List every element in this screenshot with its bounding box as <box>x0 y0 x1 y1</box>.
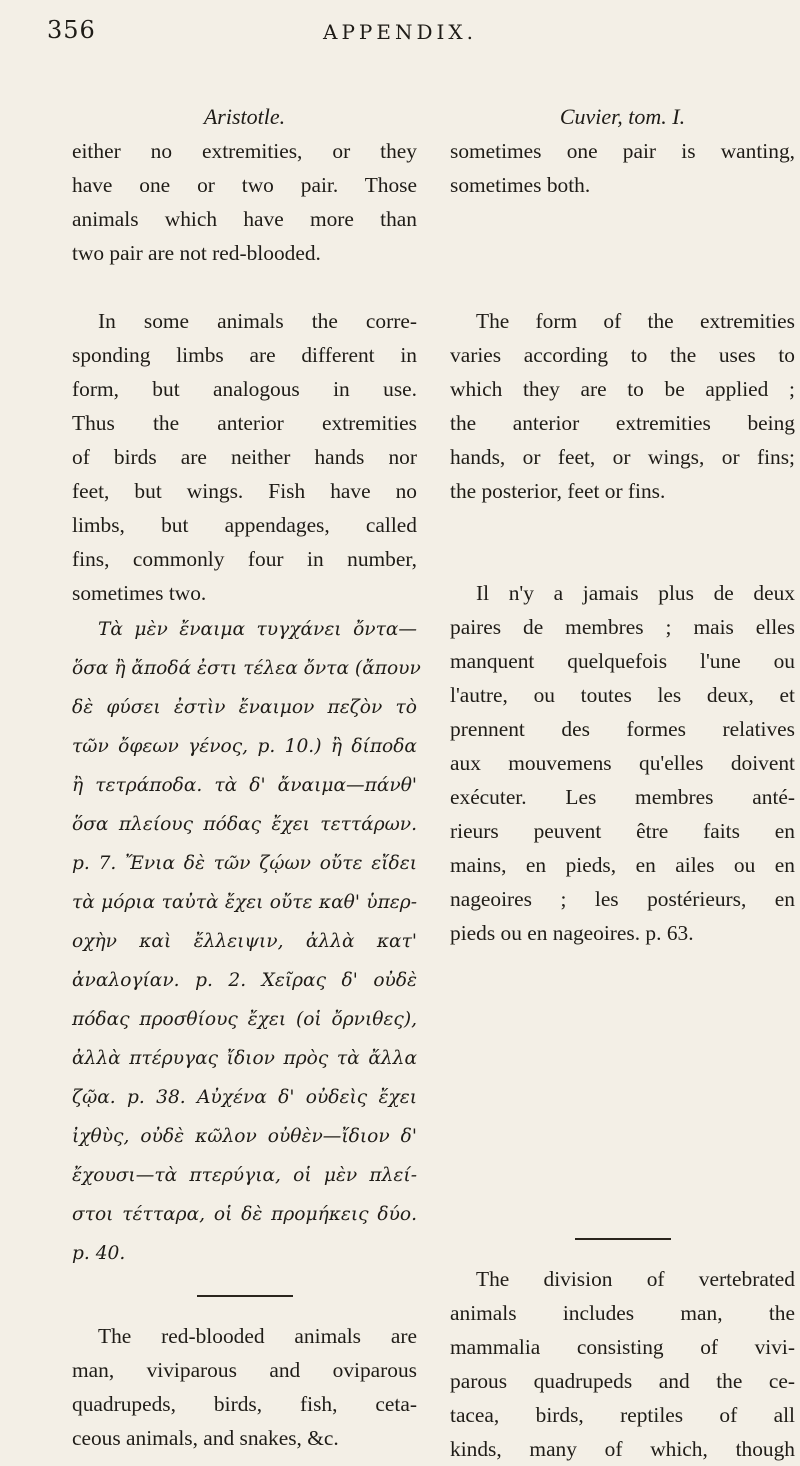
text-line: which they are to be applied ; <box>450 377 795 401</box>
right-para-2 <box>450 304 795 508</box>
right-para-3 <box>450 1262 795 1466</box>
left-para-3 <box>72 1319 417 1455</box>
text-line: paires de membres ; mais elles <box>450 615 795 639</box>
greek-line: πόδας προσθίους ἔχει (οἱ ὄρνιθες), <box>72 1009 417 1030</box>
text-line: either no extremities, or they <box>72 139 417 163</box>
greek-line: ὅσα πλείους πόδας ἔχει τεττάρων. <box>72 814 417 835</box>
greek-line: ἢ τετράποδα. τὰ δ' ἄναιμα—πάνθ' <box>72 775 417 796</box>
text-line: animals includes man, the <box>450 1301 795 1325</box>
french-quotation <box>450 576 795 950</box>
text-line: varies according to the uses to <box>450 343 795 367</box>
text-line: animals which have more than <box>72 207 417 231</box>
text-line: aux mouvemens qu'elles doivent <box>450 751 795 775</box>
greek-line: ἰχθὺς, οὐδὲ κῶλον οὐθὲν—ἴδιον δ' <box>72 1126 417 1147</box>
text-line: form, but analogous in use. <box>72 377 417 401</box>
left-para-2 <box>72 304 417 610</box>
text-line: have one or two pair. Those <box>72 173 417 197</box>
text-line: quadrupeds, birds, fish, ceta- <box>72 1392 417 1416</box>
text-line: limbs, but appendages, called <box>72 513 417 537</box>
text-line: fins, commonly four in number, <box>72 547 417 571</box>
text-line: Thus the anterior extremities <box>72 411 417 435</box>
text-line: parous quadrupeds and the ce- <box>450 1369 795 1393</box>
text-line: the anterior extremities being <box>450 411 795 435</box>
text-line: the posterior, feet or fins. <box>450 479 666 503</box>
greek-quotation <box>72 610 421 1273</box>
text-line: of birds are neither hands nor <box>72 445 417 469</box>
text-line: rieurs peuvent être faits en <box>450 819 795 843</box>
greek-line: Τὰ μὲν ἔναιμα τυγχάνει ὄντα— <box>98 619 417 640</box>
text-line: Il n'y a jamais plus de deux <box>476 581 795 605</box>
greek-line: ἀναλογίαν. p. 2. Χεῖρας δ' οὐδὲ <box>72 970 417 991</box>
running-head: APPENDIX. <box>323 20 477 44</box>
left-para-1 <box>72 134 417 270</box>
greek-line: ἔχουσι—τὰ πτερύγια, οἱ μὲν πλεί- <box>72 1165 417 1186</box>
greek-line: ζῷα. p. 38. Αὐχένα δ' οὐδεὶς ἔχει <box>72 1087 417 1108</box>
text-line: nageoires ; les postérieurs, en <box>450 887 795 911</box>
greek-line: τῶν ὄφεων γένος, p. 10.) ἢ δίποδα <box>72 736 417 757</box>
text-line: l'autre, ou toutes les deux, et <box>450 683 795 707</box>
left-column <box>72 100 421 1455</box>
text-line: kinds, many of which, though <box>450 1437 795 1461</box>
left-column-heading: Aristotle. <box>203 104 286 129</box>
text-line: manquent quelquefois l'une ou <box>450 649 795 673</box>
greek-line: στοι τέτταρα, οἱ δὲ προμήκεις δύο. <box>72 1204 417 1225</box>
text-line: man, viviparous and oviparous <box>72 1358 417 1382</box>
text-line: The division of vertebrated <box>476 1267 795 1291</box>
text-line: The form of the extremities <box>476 309 795 333</box>
text-line: prennent des formes relatives <box>450 717 795 741</box>
text-line: mains, en pieds, en ailes ou en <box>450 853 795 877</box>
greek-line: ἀλλὰ πτέρυγας ἴδιον πρὸς τὰ ἄλλα <box>72 1048 417 1069</box>
greek-line: ὅσα ἢ ἄποδά ἐστι τέλεα ὄντα (ἄπουν <box>72 658 421 679</box>
right-column <box>450 100 795 1466</box>
greek-line: τὰ μόρια ταὐτὰ ἔχει οὔτε καθ' ὑπερ- <box>72 892 417 913</box>
right-para-1 <box>450 134 795 202</box>
section-divider <box>575 1238 671 1240</box>
text-line: sometimes one pair is wanting, <box>450 139 795 163</box>
text-line: two pair are not red-blooded. <box>72 241 321 265</box>
text-line: sometimes both. <box>450 173 591 197</box>
text-line: The red-blooded animals are <box>98 1324 417 1348</box>
text-line: mammalia consisting of vivi- <box>450 1335 795 1359</box>
right-column-heading: Cuvier, tom. I. <box>559 104 686 129</box>
greek-line: δὲ φύσει ἐστὶν ἔναιμον πεζὸν τὸ <box>72 697 417 718</box>
section-divider <box>197 1295 293 1297</box>
text-line: pieds ou en nageoires. p. 63. <box>450 921 694 945</box>
greek-line: οχὴν καὶ ἔλλειψιν, ἀλλὰ κατ' <box>72 931 417 952</box>
text-line: In some animals the corre- <box>98 309 417 333</box>
text-line: sometimes two. <box>72 581 207 605</box>
text-line: feet, but wings. Fish have no <box>72 479 417 503</box>
text-line: sponding limbs are different in <box>72 343 417 367</box>
greek-line: p. 7. Ἔνια δὲ τῶν ζῴων οὔτε εἴδει <box>72 853 417 874</box>
text-line: exécuter. Les membres anté- <box>450 785 795 809</box>
greek-line: p. 40. <box>72 1243 126 1264</box>
text-line: tacea, birds, reptiles of all <box>450 1403 795 1427</box>
page-number: 356 <box>47 16 96 44</box>
text-line: ceous animals, and snakes, &c. <box>72 1426 339 1450</box>
text-line: hands, or feet, or wings, or fins; <box>450 445 795 469</box>
